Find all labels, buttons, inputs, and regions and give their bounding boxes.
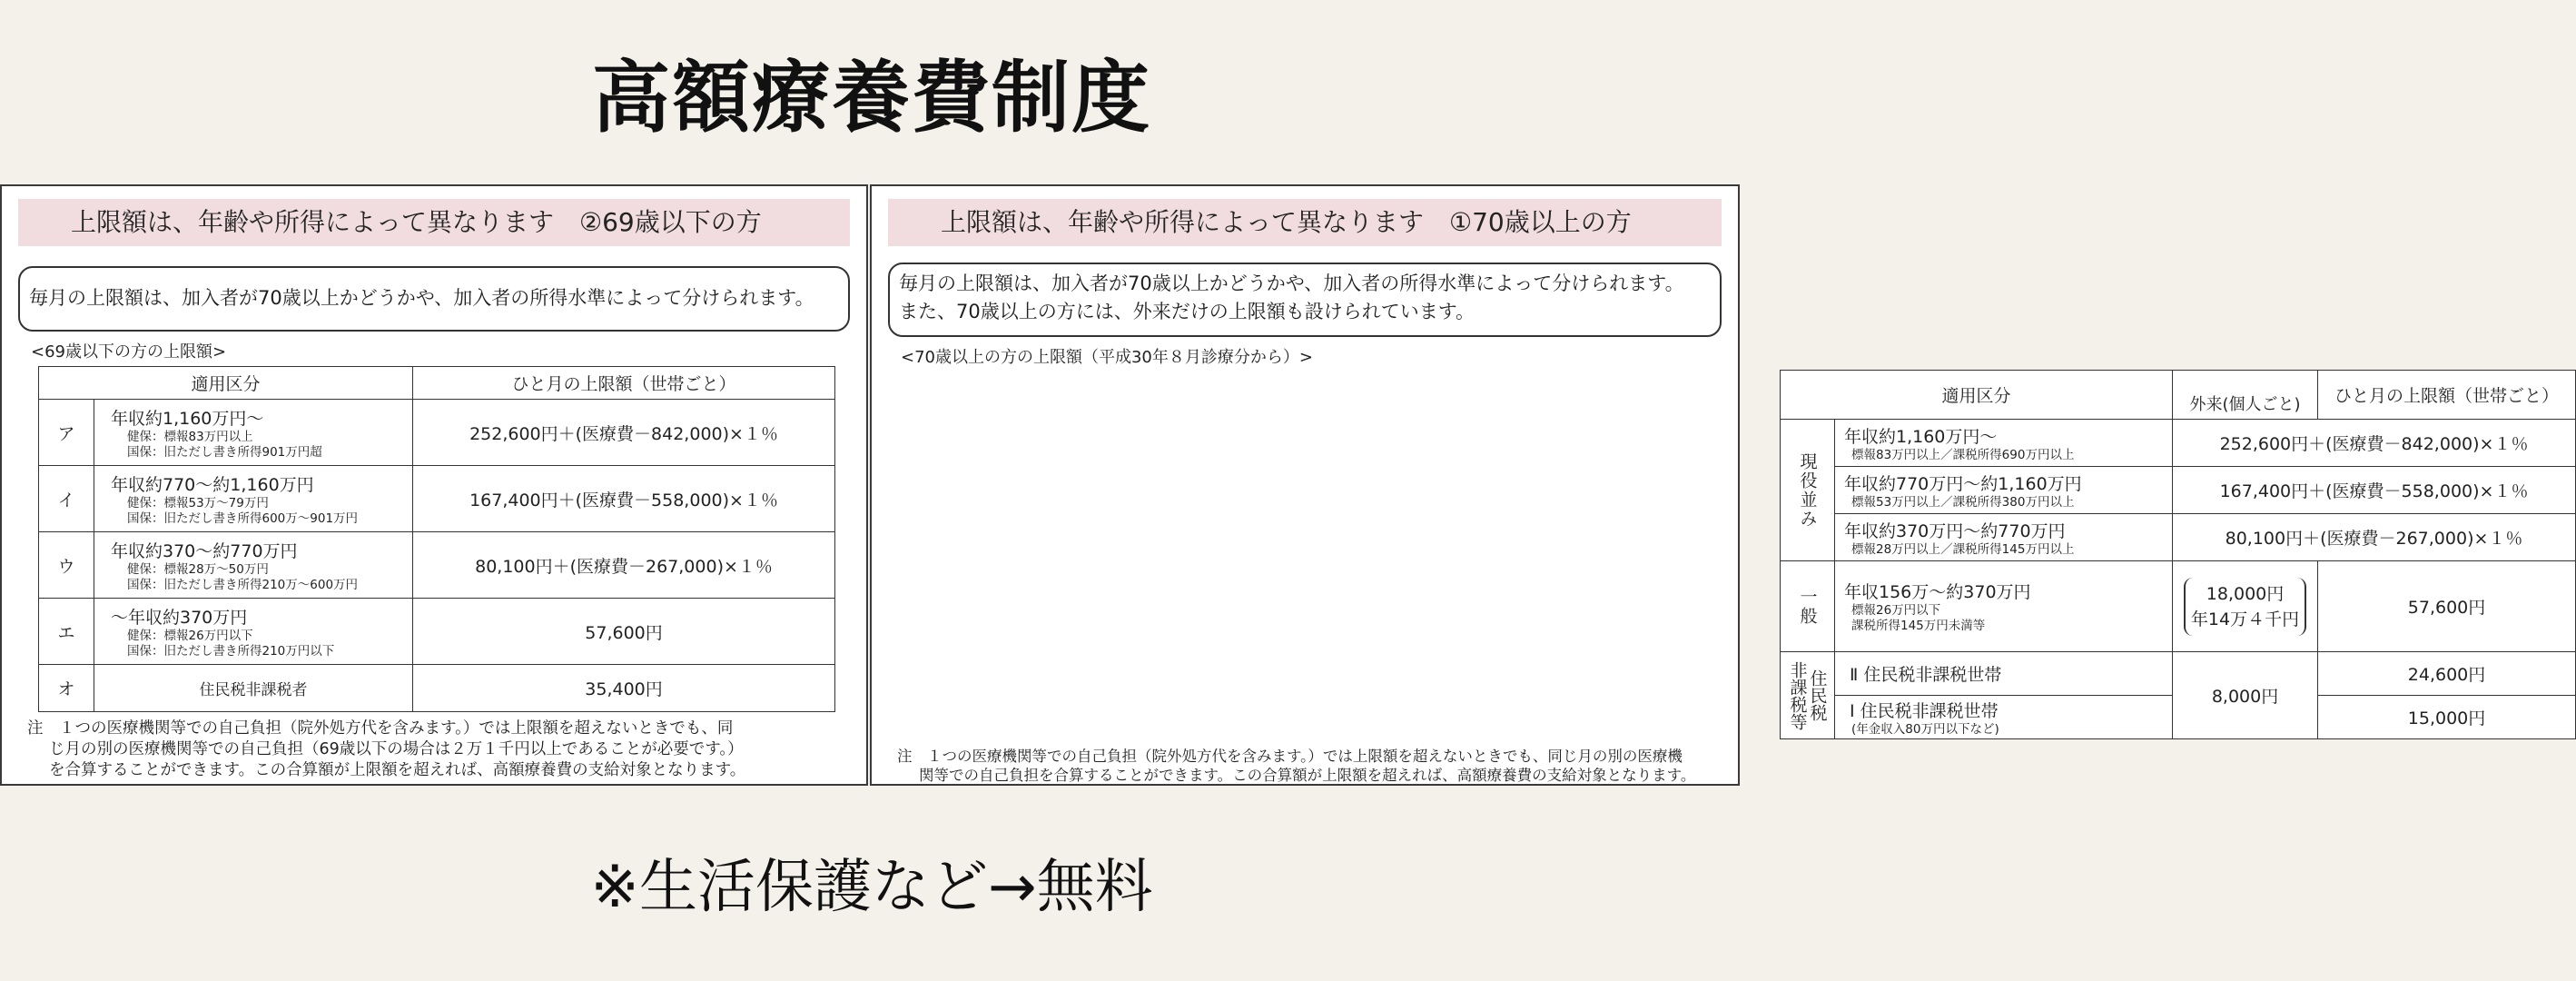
income-sub-kokuho: 国保：旧ただし書き所得210万～600万円 bbox=[127, 577, 359, 592]
notice-text: 毎月の上限額は、加入者が70歳以上かどうかや、加入者の所得水準によって分けられます。 bbox=[899, 272, 1684, 294]
table-label-under-69: <69歳以下の方の上限額> bbox=[31, 342, 227, 362]
limit-cell: 35,400円 bbox=[413, 665, 835, 712]
table-row bbox=[39, 466, 835, 532]
income-sub-kokuho: 国保：旧ただし書き所得600万～901万円 bbox=[127, 510, 359, 526]
income-cell bbox=[94, 599, 413, 665]
footnote-line: 注 １つの医療機関等での自己負担（院外処方代を含みます。）では上限額を超えないときでも、同じ月の別の医療機 bbox=[897, 748, 1683, 765]
income-cell bbox=[1835, 652, 2173, 696]
kana-cell: ウ bbox=[39, 532, 94, 599]
footnote-70-and-over bbox=[897, 747, 1732, 785]
income-sub-kenpo: 健保：標報26万円以下 bbox=[127, 628, 253, 643]
income-sub-kenpo: 健保：標報53万～79万円 bbox=[127, 495, 269, 510]
limit-cell: 252,600円＋(医療費－842,000)×１％ bbox=[413, 400, 835, 466]
group-label-working bbox=[1781, 420, 1835, 561]
income-cell bbox=[94, 532, 413, 599]
col-header-outpatient: 外来(個人ごと) bbox=[2173, 389, 2318, 420]
income-cell bbox=[1835, 561, 2173, 652]
income-sub: (年金収入80万円以下など) bbox=[1851, 721, 1999, 737]
group-label-general-text: 一般 bbox=[1797, 587, 1818, 626]
table-row bbox=[39, 665, 835, 712]
table-row bbox=[1781, 514, 2576, 561]
outpatient-cell bbox=[2173, 561, 2318, 652]
income-sub: 標報53万円以上／課税所得380万円以上 bbox=[1851, 494, 2075, 510]
group-label-working-text: 現役並み bbox=[1797, 451, 1818, 529]
income-sub-kokuho: 国保：旧ただし書き所得210万円以下 bbox=[127, 643, 335, 659]
notice-box-70-and-over bbox=[888, 263, 1722, 337]
page-title: 高額療養費制度 bbox=[592, 53, 1151, 144]
panel-70-and-over bbox=[870, 184, 2560, 786]
group-label-exempt-text: 住民税 bbox=[1807, 669, 1828, 721]
income-cell bbox=[94, 400, 413, 466]
table-row bbox=[39, 400, 835, 466]
table-row bbox=[39, 532, 835, 599]
income-sub-kenpo: 健保：標報28万～50万円 bbox=[127, 561, 269, 577]
income-sub-kenpo: 健保：標報83万円以上 bbox=[127, 429, 253, 444]
group-label-exempt bbox=[1781, 652, 1835, 739]
col-header-category: 適用区分 bbox=[39, 367, 413, 400]
income-label: 年収約1,160万円～ bbox=[1844, 426, 1998, 447]
limit-cell: 80,100円＋(医療費－267,000)×１％ bbox=[413, 532, 835, 599]
footnote-line: 関等での自己負担を合算することができます。この合算額が上限額を超えれば、高額療養費の支給対象となります。 bbox=[919, 767, 1696, 784]
income-sub: 課税所得145万円未満等 bbox=[1851, 619, 1986, 633]
limit-cell: 57,600円 bbox=[2318, 561, 2576, 652]
income-label: 年収約770万円～約1,160万円 bbox=[1844, 473, 2082, 494]
notice-text: 毎月の上限額は、加入者が70歳以上かどうかや、加入者の所得水準によって分けられます。 bbox=[29, 287, 814, 309]
income-sub: 標報83万円以上／課税所得690万円以上 bbox=[1851, 447, 2075, 462]
income-label: 年収約1,160万円～ bbox=[111, 408, 264, 429]
income-cell bbox=[1835, 696, 2173, 739]
table-row bbox=[1781, 652, 2576, 696]
table-row bbox=[1781, 467, 2576, 514]
income-label: Ⅰ 住民税非課税世帯 bbox=[1850, 700, 1999, 721]
income-label: 年収156万～約370万円 bbox=[1844, 582, 2031, 602]
income-label: Ⅱ 住民税非課税世帯 bbox=[1850, 665, 2002, 685]
panel-header-under-69: 上限額は、年齢や所得によって異なります ②69歳以下の方 bbox=[18, 199, 850, 246]
col-header-limit: ひと月の上限額（世帯ごと） bbox=[2318, 371, 2576, 420]
kana-cell: エ bbox=[39, 599, 94, 665]
limit-cell: 15,000円 bbox=[2318, 696, 2576, 739]
limit-cell: 167,400円＋(医療費－558,000)×１％ bbox=[413, 466, 835, 532]
footnote-under-69 bbox=[27, 718, 844, 781]
footnote-line: 注 １つの医療機関等での自己負担（院外処方代を含みます。）では上限額を超えないときでも、同 bbox=[27, 719, 734, 738]
income-sub: 標報26万円以下 bbox=[1851, 603, 1941, 618]
income-label: 年収約370万円～約770万円 bbox=[1844, 520, 2066, 541]
income-cell bbox=[1835, 514, 2173, 561]
income-label: 年収約370～約770万円 bbox=[111, 540, 298, 561]
footnote-line: じ月の別の医療機関等での自己負担（69歳以下の場合は２万１千円以上であることが必要です。） bbox=[49, 740, 744, 758]
group-label-general bbox=[1781, 561, 1835, 652]
income-cell: 住民税非課税者 bbox=[94, 665, 413, 712]
income-sub: 標報28万円以上／課税所得145万円以上 bbox=[1851, 541, 2075, 557]
table-row bbox=[1781, 561, 2576, 652]
limit-cell: 252,600円＋(医療費－842,000)×１％ bbox=[2173, 420, 2576, 467]
limit-table-under-69 bbox=[38, 366, 835, 712]
col-header-category: 適用区分 bbox=[1781, 371, 2173, 420]
income-label: ～年収約370万円 bbox=[111, 607, 248, 628]
panel-under-69 bbox=[0, 184, 868, 786]
panel-header-70-and-over: 上限額は、年齢や所得によって異なります ①70歳以上の方 bbox=[888, 199, 1722, 246]
notice-box-under-69 bbox=[18, 266, 850, 332]
income-cell bbox=[1835, 420, 2173, 467]
kana-cell: イ bbox=[39, 466, 94, 532]
notice-text: また、70歳以上の方には、外来だけの上限額も設けられています。 bbox=[899, 301, 1476, 322]
table-label-70-and-over: <70歳以上の方の上限額（平成30年８月診療分から）> bbox=[901, 348, 1313, 367]
income-sub-kokuho: 国保：旧ただし書き所得901万円超 bbox=[127, 444, 322, 460]
kana-cell: ア bbox=[39, 400, 94, 466]
table-row bbox=[39, 599, 835, 665]
table-row bbox=[1781, 420, 2576, 467]
income-cell bbox=[1835, 467, 2173, 514]
limit-cell: 80,100円＋(医療費－267,000)×１％ bbox=[2173, 514, 2576, 561]
group-label-exempt-text: 非課税等 bbox=[1787, 660, 1808, 730]
outpatient-cell: 8,000円 bbox=[2173, 652, 2318, 739]
limit-table-70-and-over bbox=[1780, 370, 2576, 739]
col-header-limit: ひと月の上限額（世帯ごと） bbox=[413, 367, 835, 400]
limit-cell: 167,400円＋(医療費－558,000)×１％ bbox=[2173, 467, 2576, 514]
kana-cell: オ bbox=[39, 665, 94, 712]
footnote-line: を合算することができます。この合算額が上限額を超えれば、高額療養費の支給対象となります。 bbox=[49, 761, 746, 779]
limit-cell: 57,600円 bbox=[413, 599, 835, 665]
outpatient-value: 18,000円 bbox=[2206, 583, 2285, 604]
income-label: 年収約770～約1,160万円 bbox=[111, 474, 314, 495]
limit-cell: 24,600円 bbox=[2318, 652, 2576, 696]
outpatient-annual: 年14万４千円 bbox=[2190, 609, 2300, 629]
outpatient-bracket bbox=[2184, 578, 2306, 636]
income-cell bbox=[94, 466, 413, 532]
footer-note: ※生活保護など→無料 bbox=[590, 854, 1153, 921]
